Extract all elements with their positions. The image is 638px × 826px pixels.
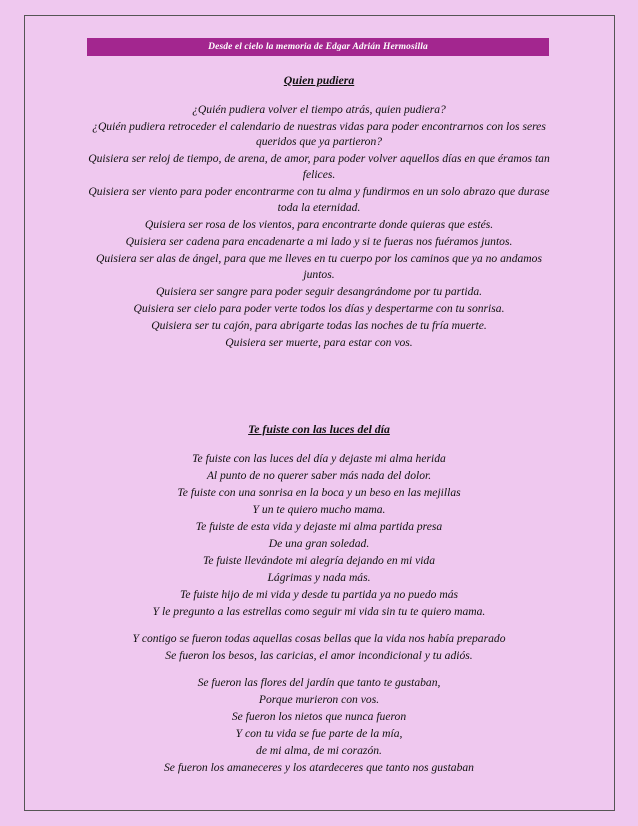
poem-line: Quisiera ser cadena para encadenarte a mi lado y si te fueras nos fuéramos juntos. <box>125 234 513 248</box>
poem-line: Al punto de no querer saber más nada del dolor. <box>206 468 432 482</box>
poem-line: Quisiera ser alas de ángel, para que me lleves en tu cuerpo por los caminos que ya no andamos juntos. <box>96 251 542 281</box>
poem-line: Quisiera ser rosa de los vientos, para encontrarte donde quieras que estés. <box>144 217 494 231</box>
poem-line: Se fueron los nietos que nunca fueron <box>231 709 407 723</box>
poem-line: Te fuiste hijo de mi vida y desde tu partida ya no puedo más <box>179 588 459 602</box>
poem-line: Se fueron los besos, las caricias, el amor incondicional y tu adiós. <box>165 649 473 663</box>
poem-title: Quien pudiera <box>283 73 355 87</box>
poem-line: Y le pregunto a las estrellas como seguir mi vida sin tu te quiero mama. <box>152 605 486 619</box>
poem-line: ¿Quién pudiera volver el tiempo atrás, quien pudiera? <box>192 102 446 116</box>
poem-line: Lágrimas y nada más. <box>267 571 371 585</box>
poem-line: Quisiera ser viento para poder encontrarme con tu alma y fundirmos en un solo abrazo que durase toda la eternidad. <box>88 185 550 214</box>
document-body <box>84 73 554 787</box>
spacer <box>84 352 554 422</box>
poem-line: Quisiera ser tu cajón, para abrigarte todas las noches de tu fría muerte. <box>151 318 487 332</box>
poem-line: Te fuiste de esta vida y dejaste mi alma partida presa <box>195 519 443 533</box>
header-banner: Desde el cielo la memoria de Edgar Adrián Hermosilla <box>87 38 549 56</box>
poem-line: Y con tu vida se fue parte de la mía, <box>235 727 403 740</box>
poem-line: Te fuiste con una sonrisa en la boca y un beso en las mejillas <box>177 485 461 499</box>
poem-stanza <box>84 451 554 620</box>
poem-line: Te fuiste llevándote mi alegría dejando en mi vida <box>202 554 436 568</box>
poem-line: Quisiera ser sangre para poder seguir desangrándome por tu partida. <box>155 284 483 298</box>
poem-line: ¿Quién pudiera retroceder el calendario de nuestras vidas para poder encontrarnos con los seres queridos que ya partieron? <box>92 119 546 149</box>
poem-line: Se fueron los amaneceres y los atardeceres que tanto nos gustaban <box>164 761 474 775</box>
poem-stanza <box>84 631 554 664</box>
poem-line: De una gran soledad. <box>268 537 370 551</box>
poem-line: Y un te quiero mucho mama. <box>252 502 386 516</box>
poem-line: de mi alma, de mi corazón. <box>256 744 382 758</box>
poem-line: Quisiera ser reloj de tiempo, de arena, de amor, para poder volver aquellos días en que éramos tan felices. <box>88 152 550 181</box>
poem-line: Te fuiste con las luces del día y dejaste mi alma herida <box>192 451 446 465</box>
poem-line: Y contigo se fueron todas aquellas cosas bellas que la vida nos había preparado <box>132 632 506 646</box>
poem-line: Se fueron las flores del jardín que tanto te gustaban, <box>197 675 441 689</box>
poem-line: Quisiera ser muerte, para estar con vos. <box>225 335 413 349</box>
poem-line: Porque murieron con vos. <box>258 692 380 706</box>
poem-stanza <box>84 675 554 776</box>
poem-line: Quisiera ser cielo para poder verte todos los días y despertarme con tu sonrisa. <box>133 301 505 315</box>
poem-title: Te fuiste con las luces del día <box>248 422 390 436</box>
